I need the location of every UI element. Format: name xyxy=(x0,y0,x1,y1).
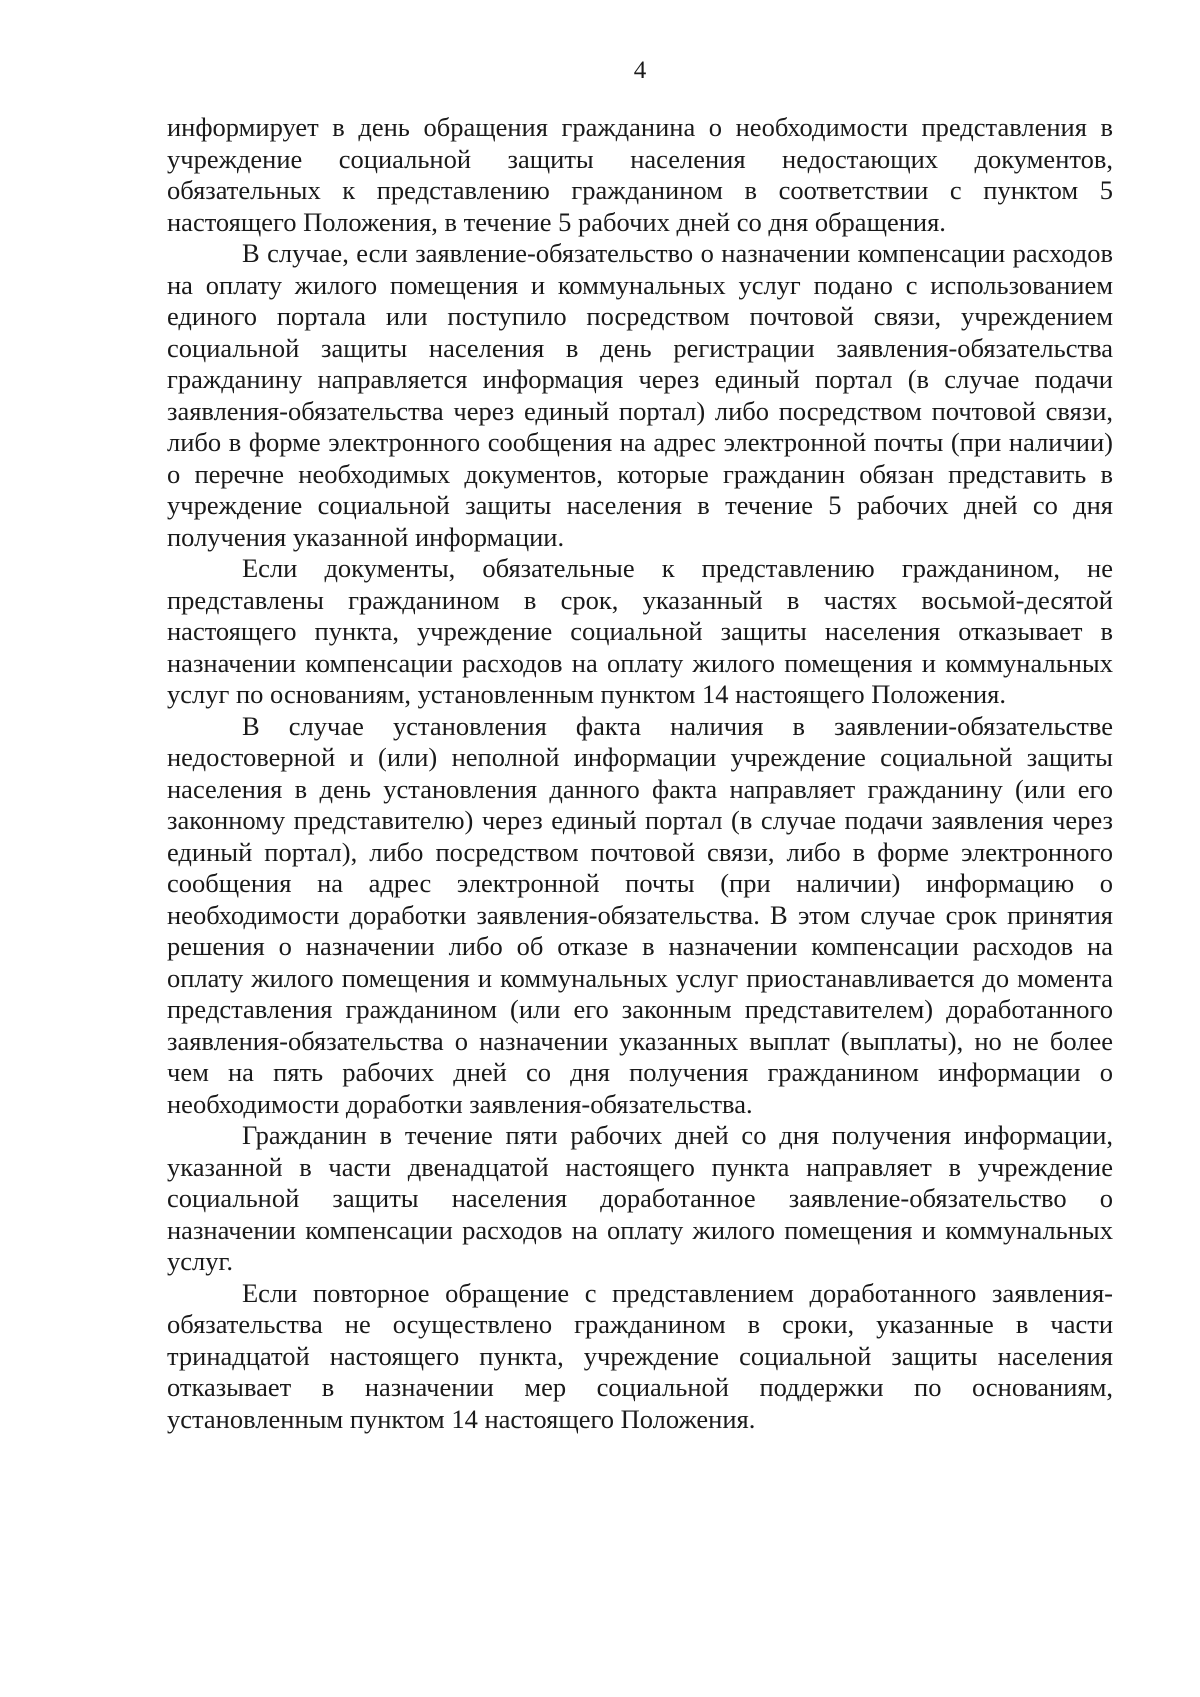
paragraph: В случае установления факта наличия в заявлении-обязательстве недостоверной и (или) неполной информации учреждение социальной защиты населения в день установления данного факта направляет гражданину (или его законному представителю) через единый портал (в случае подачи заявления через единый портал), либо посредством почтовой связи, либо в форме электронного сообщения на адрес электронной почты (при наличии) информацию о необходимости доработки заявления-обязательства. В этом случае срок принятия решения о назначении либо об отказе в назначении компенсации расходов на оплату жилого помещения и коммунальных услуг приостанавливается до момента представления гражданином (или его законным представителем) доработанного заявления-обязательства о назначении указанных выплат (выплаты), но не более чем на пять рабочих дней со дня получения гражданином информации о необходимости доработки заявления-обязательства. xyxy=(167,710,1113,1119)
paragraph: Гражданин в течение пяти рабочих дней со дня получения информации, указанной в части двенадцатой настоящего пункта направляет в учреждение социальной защиты населения доработанное заявление-обязательство о назначении компенсации расходов на оплату жилого помещения и коммунальных услуг. xyxy=(167,1120,1113,1276)
paragraph-continuation: информирует в день обращения гражданина о необходимости представления в учреждение социальной защиты населения недостающих документов, обязательных к представлению гражданином в соответствии с пунктом 5 настоящего Положения, в течение 5 рабочих дней со дня обращения. xyxy=(167,112,1113,237)
paragraph: Если документы, обязательные к представлению гражданином, не представлены гражданином в срок, указанный в частях восьмой-десятой настоящего пункта, учреждение социальной защиты населения отказывает в назначении компенсации расходов на оплату жилого помещения и коммунальных услуг по основаниям, установленным пунктом 14 настоящего Положения. xyxy=(167,553,1113,709)
paragraph: В случае, если заявление-обязательство о назначении компенсации расходов на оплату жилого помещения и коммунальных услуг подано с использованием единого портала или поступило посредством почтовой связи, учреждением социальной защиты населения в день регистрации заявления-обязательства гражданину направляется информация через единый портал (в случае подачи заявления-обязательства через единый портал) либо посредством почтовой связи, либо в форме электронного сообщения на адрес электронной почты (при наличии) о перечне необходимых документов, которые гражданин обязан представить в учреждение социальной защиты населения в течение 5 рабочих дней со дня получения указанной информации. xyxy=(167,238,1113,552)
document-body xyxy=(167,112,1113,1435)
page-number: 4 xyxy=(633,57,647,84)
paragraph: Если повторное обращение с представлением доработанного заявления-обязательства не осуществлено гражданином в сроки, указанные в части тринадцатой настоящего пункта, учреждение социальной защиты населения отказывает в назначении мер социальной поддержки по основаниям, установленным пунктом 14 настоящего Положения. xyxy=(167,1277,1113,1434)
